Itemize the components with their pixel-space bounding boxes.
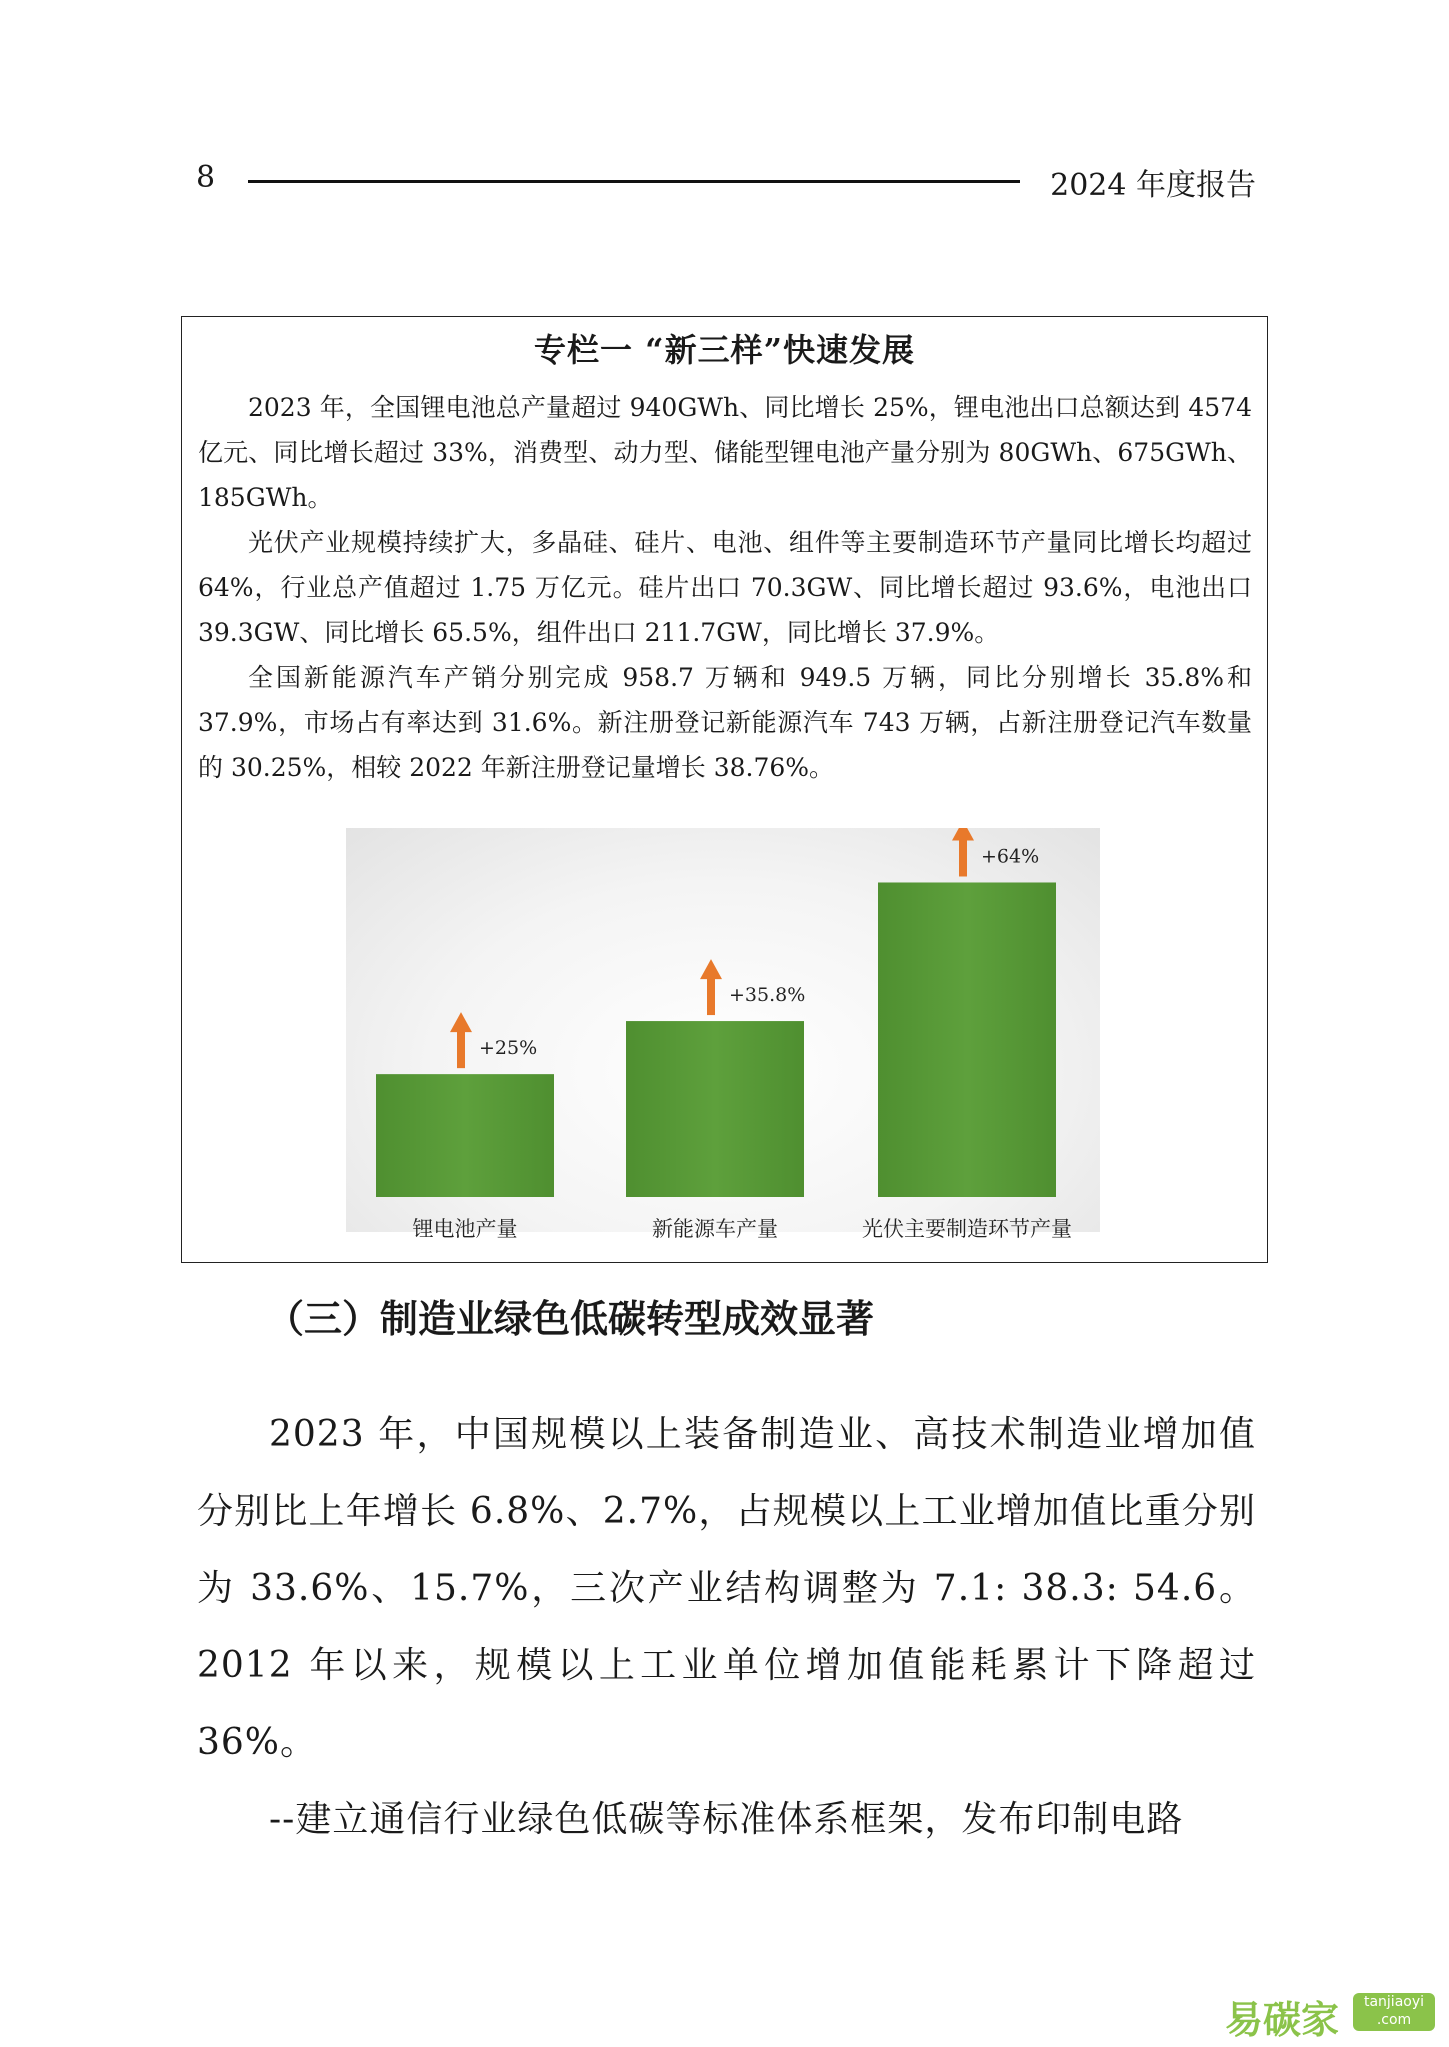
growth-arrow-head [450, 1012, 472, 1032]
watermark-url-badge [1353, 1993, 1435, 2031]
page-number: 8 [196, 160, 216, 195]
box-title: 专栏一 “新三样”快速发展 [534, 331, 915, 369]
header-rule [248, 180, 1020, 183]
page-header [196, 160, 1256, 203]
growth-arrow-head [700, 959, 722, 979]
watermark-url-line: tanjiaoyi [1363, 1994, 1425, 2010]
growth-arrow-shaft [959, 838, 967, 876]
section-paragraph: 2023 年，中国规模以上装备制造业、高技术制造业增加值分别比上年增长 6.8%、2.7%，占规模以上工业增加值比重分别为 33.6%、15.7%，三次产业结构调整为 7.1: 38.3: 54.6。2012 年以来，规模以上工业单位增加值能耗累计下降超过 36%。 [197, 1414, 1256, 1763]
bar [878, 882, 1056, 1197]
watermark-logo [1225, 1987, 1435, 2042]
chart-svg [346, 828, 1100, 1258]
category-label: 光伏主要制造环节产量 [862, 1217, 1072, 1241]
data-label: +25% [479, 1037, 538, 1060]
watermark-url-line: .com [1376, 2012, 1412, 2028]
data-label: +35.8% [729, 984, 806, 1007]
section-heading: （三）制造业绿色低碳转型成效显著 [266, 1297, 875, 1341]
bar [626, 1021, 804, 1197]
box-paragraph: 光伏产业规模持续扩大，多晶硅、硅片、电池、组件等主要制造环节产量同比增长均超过 64%，行业总产值超过 1.75 万亿元。硅片出口 70.3GW、同比增长超过 93.6%，电池出口 39.3GW、同比增长 65.5%，组件出口 211.7GW，同比增长 37.9%。 [198, 528, 1252, 647]
report-title: 2024 年度报告 [1050, 168, 1256, 203]
growth-arrow-shaft [457, 1030, 465, 1068]
box-paragraph: 2023 年，全国锂电池总产量超过 940GWh、同比增长 25%，锂电池出口总额达到 4574 亿元、同比增长超过 33%，消费型、动力型、储能型锂电池产量分别为 80GWh、675GWh、185GWh。 [198, 393, 1252, 512]
growth-bar-chart [346, 828, 1100, 1258]
box-paragraph: 全国新能源汽车产销分别完成 958.7 万辆和 949.5 万辆，同比分别增长 35.8%和 37.9%，市场占有率达到 31.6%。新注册登记新能源汽车 743 万辆，占新注册登记汽车数量的 30.25%，相较 2022 年新注册登记量增长 38.76%。 [198, 663, 1252, 782]
box-text [198, 385, 1252, 790]
section-body [197, 1396, 1256, 1858]
growth-arrow-head [952, 828, 974, 840]
category-label: 锂电池产量 [412, 1217, 518, 1241]
category-label: 新能源车产量 [652, 1217, 778, 1241]
section-paragraph: --建立通信行业绿色低碳等标准体系框架，发布印制电路 [269, 1799, 1184, 1840]
growth-arrow-shaft [707, 977, 715, 1015]
watermark-brand: 易碳家 [1225, 1998, 1340, 2042]
data-label: +64% [981, 845, 1040, 868]
bar [376, 1074, 554, 1197]
